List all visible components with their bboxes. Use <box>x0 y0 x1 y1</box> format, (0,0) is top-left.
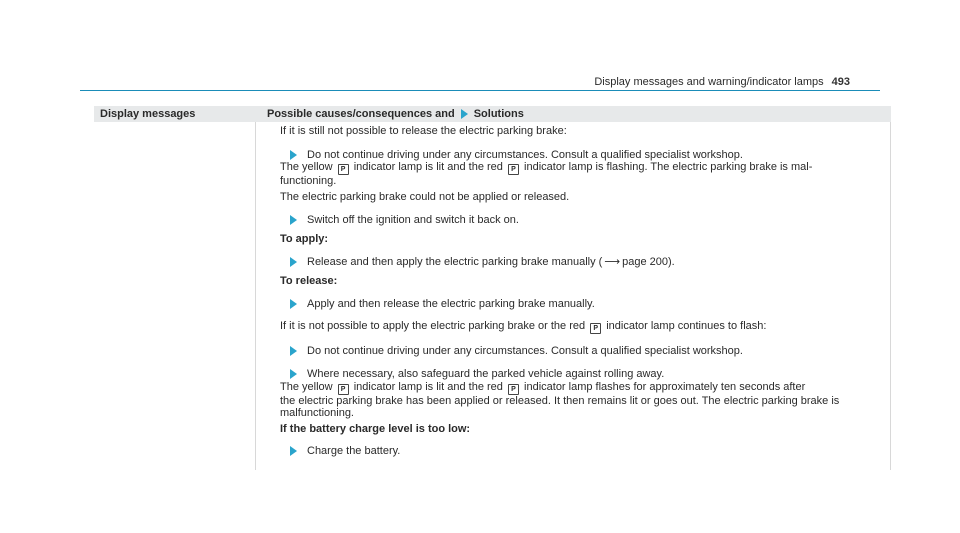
parking-brake-lamp-icon: P <box>590 323 601 334</box>
list-item <box>280 345 890 358</box>
text: malfunctioning. <box>280 407 354 419</box>
arrow-right-icon <box>290 346 297 356</box>
page-number: 493 <box>831 76 850 88</box>
solutions-cell <box>256 122 891 470</box>
text: Release and then apply the electric parking brake manually ( <box>307 256 603 268</box>
bullet-text: Switch off the ignition and switch it back on. <box>307 214 519 226</box>
bullet-text: Apply and then release the electric parking brake manually. <box>307 298 595 310</box>
table-header <box>94 106 891 122</box>
header-divider <box>80 90 880 91</box>
list-item <box>280 445 890 458</box>
text: the electric parking brake has been applied or released. It then remains lit or goes out. The electric parking brake is <box>280 394 840 407</box>
apply-label: To apply: <box>280 232 329 245</box>
col-header-solutions-label: Solutions <box>473 107 524 120</box>
bullet-text: Charge the battery. <box>307 445 401 457</box>
paragraph <box>280 320 890 334</box>
paragraph <box>280 381 890 420</box>
display-message-cell <box>94 122 256 470</box>
page-ref-link[interactable]: page 200). <box>622 256 675 268</box>
list-item <box>280 368 890 381</box>
bullet-text: Do not continue driving under any circumstances. Consult a qualified specialist workshop. <box>307 344 743 357</box>
arrow-right-icon <box>461 109 468 119</box>
text: indicator lamp continues to flash: <box>606 319 767 332</box>
col-header-causes <box>261 108 524 121</box>
text: If it is not possible to apply the electric parking brake or the red <box>280 319 586 332</box>
list-item <box>280 298 890 311</box>
parking-brake-lamp-icon: P <box>338 164 349 175</box>
arrow-right-icon <box>290 446 297 456</box>
text: indicator lamp is flashing. The electric parking brake is mal- <box>524 161 813 173</box>
list-item <box>280 149 890 162</box>
text: functioning. <box>280 175 337 187</box>
arrow-right-icon <box>290 215 297 225</box>
col-header-display-messages: Display messages <box>100 107 196 120</box>
bullet-text: Do not continue driving under any circumstances. Consult a qualified specialist workshop. <box>307 148 743 161</box>
text: indicator lamp is lit and the red <box>353 161 503 173</box>
table-body <box>94 122 891 470</box>
list-item <box>280 256 890 269</box>
page-ref-arrow-icon: ⟶ <box>604 256 621 268</box>
arrow-right-icon <box>290 369 297 379</box>
release-label: To release: <box>280 274 338 287</box>
page-header <box>594 76 850 89</box>
parking-brake-lamp-icon: P <box>338 384 349 395</box>
text: The yellow <box>280 161 333 173</box>
messages-table <box>94 106 891 470</box>
paragraph: The electric parking brake could not be applied or released. <box>280 190 570 203</box>
text: indicator lamp is lit and the red <box>353 380 503 393</box>
arrow-right-icon <box>290 257 297 267</box>
bullet-text <box>307 256 675 269</box>
paragraph <box>280 161 890 188</box>
list-item <box>280 214 890 227</box>
text: The yellow <box>280 380 333 393</box>
text: indicator lamp flashes for approximately ten seconds after <box>524 380 806 393</box>
parking-brake-lamp-icon: P <box>508 164 519 175</box>
intro-text: If it is still not possible to release the electric parking brake: <box>280 125 567 137</box>
page-header-title: Display messages and warning/indicator lamps <box>594 76 824 88</box>
arrow-right-icon <box>290 150 297 160</box>
battery-label: If the battery charge level is too low: <box>280 422 471 435</box>
bullet-text: Where necessary, also safeguard the parked vehicle against rolling away. <box>307 368 665 380</box>
col-header-causes-label: Possible causes/consequences and <box>267 107 455 120</box>
arrow-right-icon <box>290 299 297 309</box>
parking-brake-lamp-icon: P <box>508 384 519 395</box>
